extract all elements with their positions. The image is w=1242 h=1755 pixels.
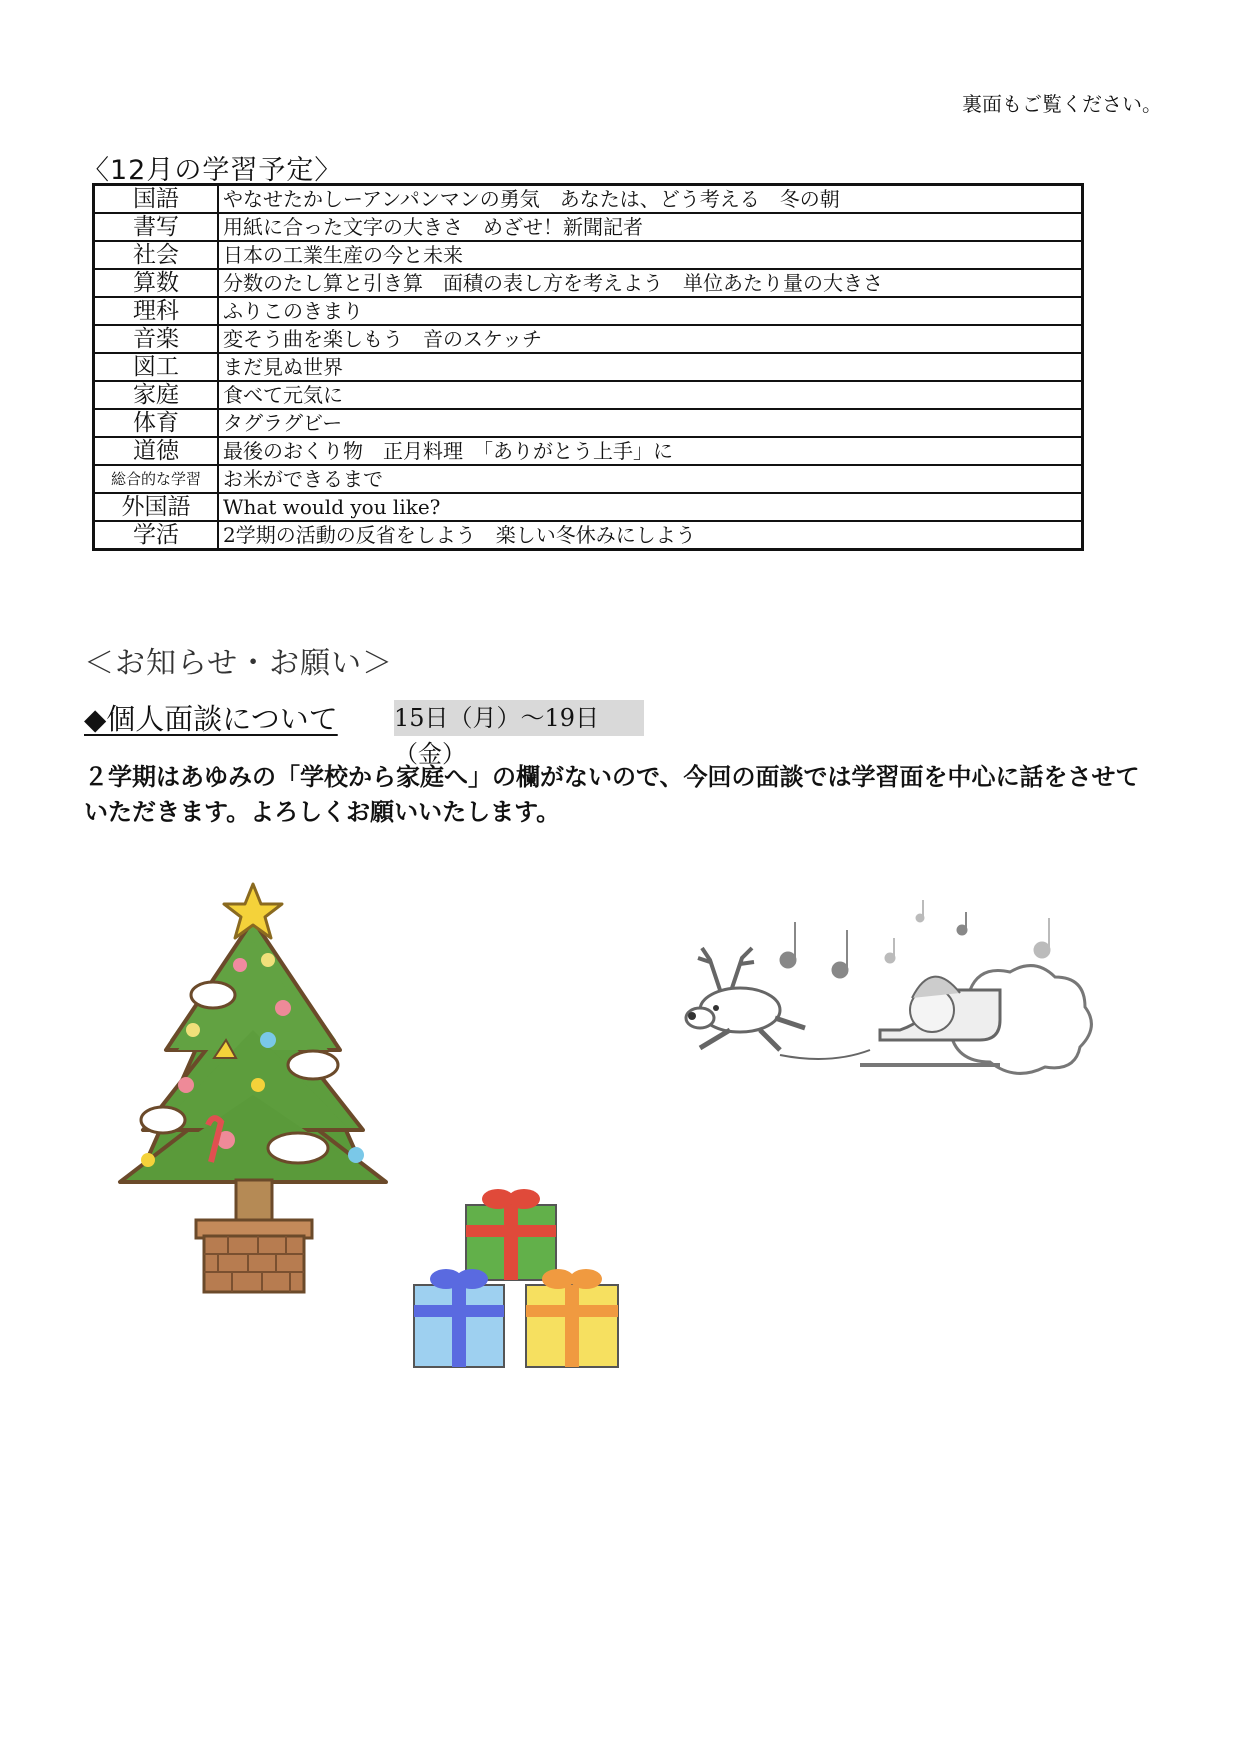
- content-cell: お米ができるまで: [218, 465, 1083, 493]
- content-cell: 食べて元気に: [218, 381, 1083, 409]
- table-row: [94, 409, 1083, 437]
- subject-cell: 図工: [94, 353, 219, 381]
- subject-cell: 総合的な学習: [94, 465, 219, 493]
- subject-cell: 理科: [94, 297, 219, 325]
- subject-cell: 書写: [94, 213, 219, 241]
- content-cell: 分数のたし算と引き算 面積の表し方を考えよう 単位あたり量の大きさ: [218, 269, 1083, 297]
- interview-dates: [394, 700, 644, 768]
- table-row: [94, 269, 1083, 297]
- content-cell: 用紙に合った文字の大きさ めざせ！新聞記者: [218, 213, 1083, 241]
- table-row: [94, 297, 1083, 325]
- table-row: [94, 465, 1083, 493]
- subject-cell: 学活: [94, 521, 219, 550]
- content-cell: 変そう曲を楽しもう 音のスケッチ: [218, 325, 1083, 353]
- gift-boxes-icon: [410, 1185, 630, 1380]
- table-row: [94, 353, 1083, 381]
- christmas-tree-icon: [108, 880, 398, 1310]
- table-row: [94, 185, 1083, 214]
- content-cell: 最後のおくり物 正月料理 「ありがとう上手」に: [218, 437, 1083, 465]
- content-cell: 日本の工業生産の今と未来: [218, 241, 1083, 269]
- subject-cell: 算数: [94, 269, 219, 297]
- interview-heading: ◆個人面談について: [84, 702, 338, 736]
- schedule-table: [92, 183, 1084, 551]
- interview-dates-text: 15日（月）～19日（金）: [394, 704, 600, 768]
- table-row: [94, 241, 1083, 269]
- content-cell: タグラグビー: [218, 409, 1083, 437]
- table-row: [94, 381, 1083, 409]
- content-cell: 2学期の活動の反省をしよう 楽しい冬休みにしよう: [218, 521, 1083, 550]
- table-row: [94, 325, 1083, 353]
- content-cell: やなせたかしーアンパンマンの勇気 あなたは、どう考える 冬の朝: [218, 185, 1083, 214]
- subject-cell: 家庭: [94, 381, 219, 409]
- subject-cell: 体育: [94, 409, 219, 437]
- subject-cell: 道徳: [94, 437, 219, 465]
- subject-cell: 音楽: [94, 325, 219, 353]
- content-cell: まだ見ぬ世界: [218, 353, 1083, 381]
- santa-sleigh-icon: [680, 890, 1100, 1120]
- back-page-notice: 裏面もご覧ください。: [962, 92, 1162, 116]
- content-cell: ふりこのきまり: [218, 297, 1083, 325]
- content-cell: What would you like?: [218, 493, 1083, 521]
- interview-body: ２学期はあゆみの「学校から家庭へ」の欄がないので、今回の面談では学習面を中心に話をさせていただきます。よろしくお願いいたします。: [84, 763, 1140, 826]
- table-row: [94, 493, 1083, 521]
- info-heading: ＜お知らせ・お願い＞: [84, 646, 394, 681]
- subject-cell: 国語: [94, 185, 219, 214]
- subject-cell: 社会: [94, 241, 219, 269]
- table-row: [94, 213, 1083, 241]
- schedule-title: 〈12月の学習予定〉: [82, 155, 343, 186]
- table-row: [94, 521, 1083, 550]
- table-row: [94, 437, 1083, 465]
- subject-cell: 外国語: [94, 493, 219, 521]
